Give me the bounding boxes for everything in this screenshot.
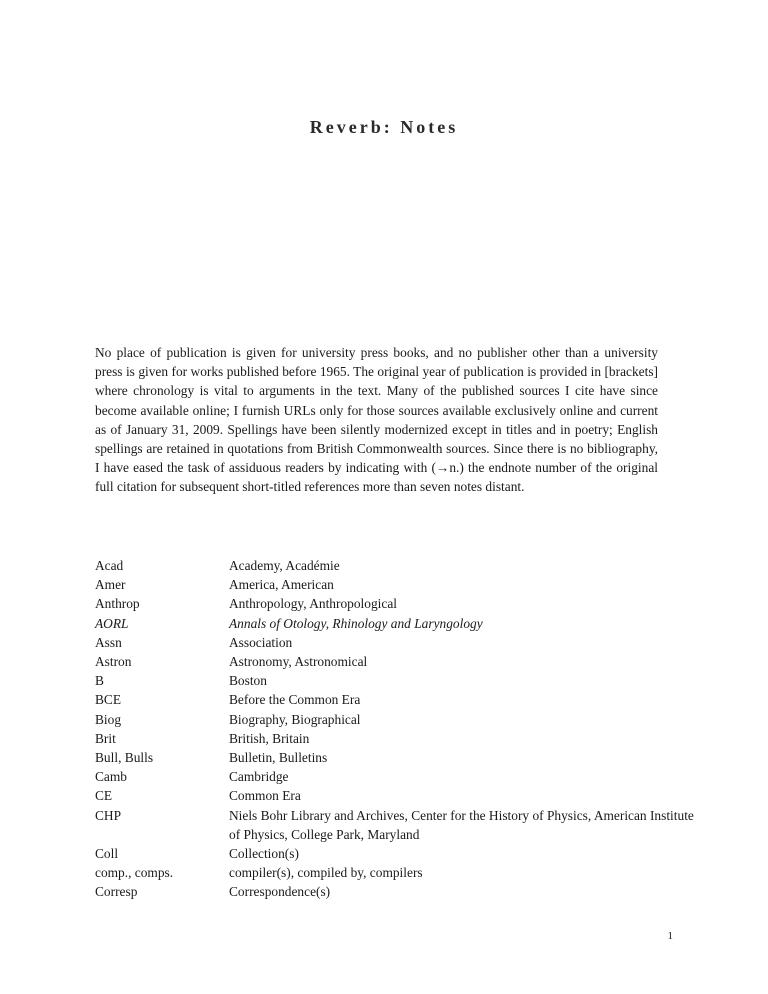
page-title: Reverb: Notes	[309, 117, 459, 137]
abbreviation-term: CHP	[95, 807, 122, 823]
abbreviation-definition: Cambridge	[229, 769, 289, 785]
abbreviation-row	[95, 594, 695, 613]
abbreviation-term: AORL	[95, 615, 129, 631]
abbreviation-term: Biog	[95, 711, 122, 727]
abbreviation-definition: compiler(s), compiled by, compilers	[229, 865, 423, 881]
abbreviation-row	[95, 882, 695, 901]
abbreviation-row	[95, 710, 695, 729]
abbreviation-definition: Before the Common Era	[229, 692, 361, 708]
abbreviation-row	[95, 786, 695, 805]
abbreviation-definition: Bulletin, Bulletins	[229, 750, 328, 766]
abbreviation-row	[95, 844, 695, 863]
abbreviation-definition: Anthropology, Anthropological	[229, 596, 397, 612]
abbreviation-term: B	[95, 673, 104, 689]
abbreviation-definition: Association	[229, 634, 293, 650]
abbreviation-term: CE	[95, 788, 113, 804]
abbreviation-row	[95, 767, 695, 786]
abbreviation-term: Astron	[95, 654, 132, 670]
abbreviation-term: Anthrop	[95, 596, 140, 612]
abbreviation-term: Brit	[95, 730, 116, 746]
abbreviation-term: Acad	[95, 558, 124, 573]
abbreviation-definition: Common Era	[229, 788, 301, 804]
abbreviation-row	[95, 863, 695, 882]
abbreviation-term: Coll	[95, 846, 119, 862]
abbreviation-row	[95, 575, 695, 594]
abbreviation-definition: Niels Bohr Library and Archives, Center for the History of Physics, American Institute of Physics, College Park, Maryland	[229, 807, 694, 842]
abbreviation-list	[95, 556, 695, 902]
page-number: 1	[667, 930, 673, 942]
abbreviation-definition: Biography, Biographical	[229, 711, 361, 727]
abbreviation-definition: Correspondence(s)	[229, 884, 331, 900]
abbreviation-term: BCE	[95, 692, 122, 708]
abbreviation-row	[95, 748, 695, 767]
abbreviation-term: Amer	[95, 577, 126, 593]
abbreviation-definition: Astronomy, Astronomical	[229, 654, 368, 670]
abbreviation-definition: Academy, Académie	[229, 558, 340, 573]
abbreviation-term: Camb	[95, 769, 127, 785]
abbreviation-row	[95, 729, 695, 748]
abbreviation-definition: Collection(s)	[229, 846, 299, 862]
abbreviation-row	[95, 806, 695, 844]
abbreviation-definition: Annals of Otology, Rhinology and Laryngology	[229, 615, 483, 631]
abbreviation-row	[95, 671, 695, 690]
abbreviation-row	[95, 690, 695, 709]
abbreviation-row	[95, 652, 695, 671]
abbreviation-term: Bull, Bulls	[95, 750, 154, 766]
abbreviation-term: Corresp	[95, 884, 138, 900]
abbreviation-row	[95, 556, 695, 575]
abbreviation-row	[95, 614, 695, 633]
intro-paragraph: No place of publication is given for university press books, and no publisher other than a university press is given for works published before 1965. The original year of publication is provided in [brackets] where chronology is vital to arguments in the text. Many of the published sources I cite have since become available online; I furnish URLs only for those sources available exclusively online and current as of January 31, 2009. Spellings have been silently modernized except in titles and in poetry; English spellings are retained in quotations from British Commonwealth sources. Since there is no bibliography, I have eased the task of assiduous readers by indicating with (→n.) the endnote number of the original full citation for subsequent short-titled references more than seven notes distant.	[95, 345, 658, 495]
abbreviation-definition: Boston	[229, 673, 267, 689]
abbreviation-term: comp., comps.	[95, 865, 174, 881]
abbreviation-definition: British, Britain	[229, 730, 310, 746]
abbreviation-definition: America, American	[229, 577, 334, 593]
abbreviation-term: Assn	[95, 634, 122, 650]
abbreviation-row	[95, 633, 695, 652]
